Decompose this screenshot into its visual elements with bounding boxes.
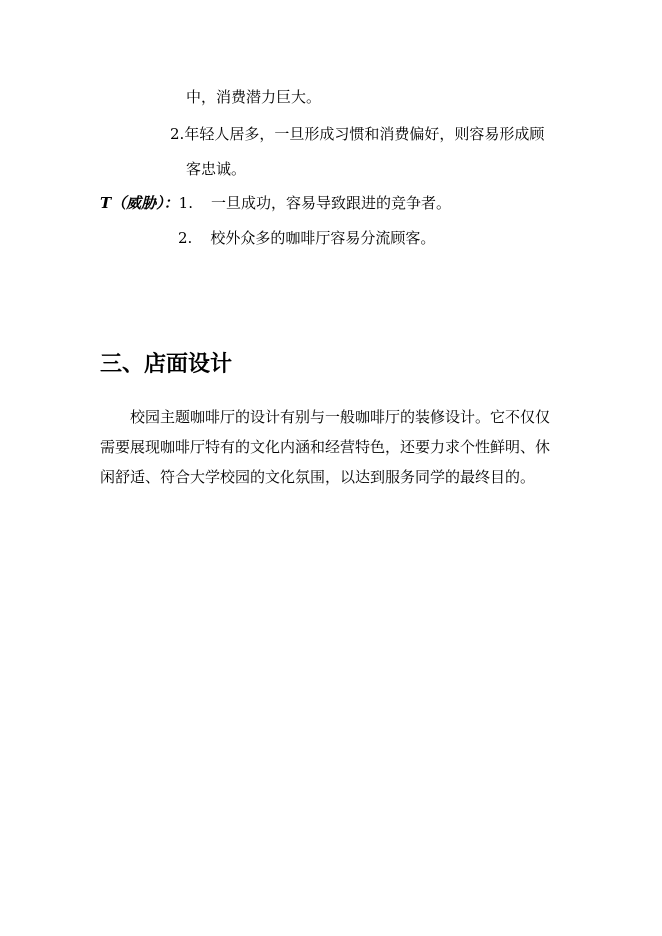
list-number: 1. [178, 194, 193, 212]
threat-item [100, 193, 451, 213]
list-number: 2. [170, 125, 185, 143]
list-text: 校外众多的咖啡厅容易分流顾客。 [210, 229, 436, 247]
section-paragraph: 校园主题咖啡厅的设计有别与一般咖啡厅的装修设计。它不仅仅需要展现咖啡厅特有的文化内涵和经营特色，还要力求个性鲜明、休闲舒适、符合大学校园的文化氛围，以达到服务同学的最终目的。 [100, 408, 551, 486]
threat-label: T（威胁）： [100, 194, 179, 212]
threat-item [178, 228, 435, 248]
list-item [170, 124, 544, 144]
text-line: 中，消费潜力巨大。 [186, 88, 322, 106]
list-text: 年轻人居多，一旦形成习惯和消费偏好，则容易形成顾 [184, 125, 545, 143]
list-number: 2. [178, 229, 193, 247]
list-text: 一旦成功，容易导致跟进的竞争者。 [210, 194, 451, 212]
section-title: 三、店面设计 [100, 351, 233, 377]
text-line: 客忠诚。 [186, 160, 247, 178]
